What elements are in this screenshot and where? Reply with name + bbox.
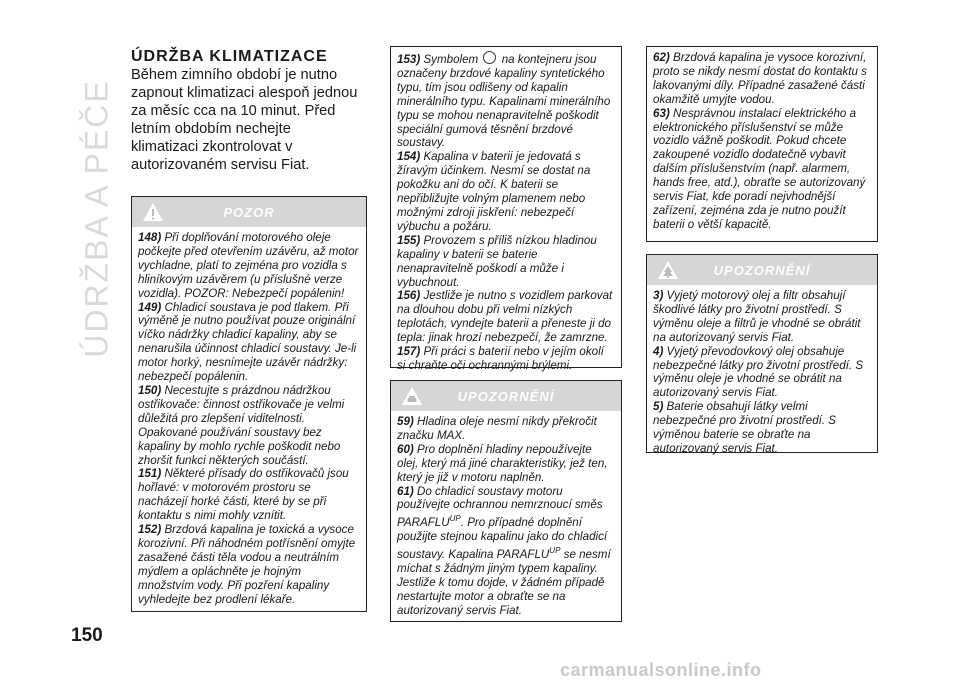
notice-item: 59) Hladina oleje nesmí nikdy překročit značku MAX.	[397, 415, 597, 442]
upozorneni-box-2-header	[647, 255, 877, 285]
middle-continuation-box	[390, 46, 622, 372]
warning-item: 149) Chladicí soustava je pod tlakem. Při výměně je nutno používat pouze originální víčko nádržky chladicí kapaliny, aby se nenarušila účinnost chladicí soustavy. Je-li motor horký, nesnímejte uzávěr nádržky: nebezpečí popálenin.	[138, 300, 357, 384]
warning-item: 155) Provozem s příliš nízkou hladinou kapaliny v baterii se baterie nenapravitelně poškodí a může i vybuchnout.	[397, 233, 597, 289]
upozorneni-box-1	[390, 380, 622, 622]
pozor-box-body	[132, 227, 366, 612]
side-section-title	[62, 40, 132, 460]
upozorneni-box-2-title: UPOZORNĚNÍ	[713, 262, 811, 278]
notice-item: 61) Do chladicí soustavy motoru používejte ochrannou nemrznoucí směs $PARAFLU^{UP}$. Pro případné doplnění použijte stejnou kapalinu jako do chladicí soustavy. Kapalina $PARAFLU^{UP}$ se nesmí míchat s žádným jiným typem kapaliny. Jestliže k tomu dojde, v žádném případě nestartujte motor a obraťte se na autorizovaný servis Fiat.	[397, 484, 611, 617]
warning-item: 62) Brzdová kapalina je vysoce korozivní, proto se nikdy nesmí dostat do kontaktu s lakovanými díly. Případné zasažené části okamžitě umyjte vodou.	[653, 51, 867, 106]
page-number: 150	[71, 625, 103, 646]
watermark: carmanualsonline.info	[560, 660, 762, 680]
warning-item: 151) Některé přísady do ostřikovačů jsou hořlavé: v motorovém prostoru se nacházejí horké části, které by se při kontaktu s nimi mohly vznítit.	[138, 467, 349, 523]
notice-item: 3) Vyjetý motorový olej a filtr obsahují škodlivé látky pro životní prostředí. S výměnu oleje a filtrů je vhodné se obrátit na autorizovaný servis Fiat.	[653, 289, 861, 344]
pozor-box-title: POZOR	[223, 204, 275, 220]
intro-paragraph: Během zimního období je nutno zapnout klimatizaci alespoň jednou za měsíc cca na 10 minut. Před letním obdobím nechejte klimatizaci zkontrolovat v autorizovaném servisu Fiat.	[131, 67, 358, 173]
upozorneni-box-1-title: UPOZORNĚNÍ	[457, 388, 555, 404]
middle-continuation-body	[391, 47, 621, 379]
warning-item: 148) Při doplňování motorového oleje počkejte před otevřením uzávěru, až motor vychladne, platí to zejména pro vozidla s hliníkovým uzávěrem (u příslušné verze vozidla). POZOR: Nebezpečí popálenin!	[138, 231, 359, 300]
upozorneni-box-2	[646, 254, 878, 453]
notice-item: 5) Baterie obsahují látky velmi nebezpečné pro životní prostředí. S výměnou baterie se obraťte na autorizovaný servis Fiat.	[653, 400, 837, 455]
notice-item: 4) Vyjetý převodovkový olej obsahuje nebezpečné látky pro životní prostředí. S výměnu oleje je vhodné se obrátit na autorizovaný servis Fiat.	[653, 344, 864, 400]
pozor-box-header	[132, 197, 366, 227]
tree-icon	[657, 260, 679, 280]
upozorneni-box-2-body	[647, 285, 877, 462]
right-continuation-box	[646, 46, 878, 242]
side-title-text: ÚDRŽBA A PÉČE	[78, 79, 115, 358]
car-warning-icon	[401, 386, 423, 406]
upozorneni-box-1-body	[391, 411, 621, 623]
pozor-box	[131, 196, 367, 612]
brake-fluid-symbol-icon	[483, 51, 496, 64]
right-continuation-body	[647, 47, 877, 238]
section-heading: ÚDRŽBA KLIMATIZACE	[131, 48, 328, 65]
warning-item: 154) Kapalina v baterii je jedovatá s žíravým účinkem. Nesmí se dostat na pokožku ani do očí. K baterii se nepřibližujte volným plamenem nebo možnými zdroji jiskření: nebezpečí výbuchu a požáru.	[397, 150, 591, 233]
warning-item: 156) Jestliže je nutno s vozidlem parkovat na dlouhou dobu při velmi nízkých teplotách, vyndejte baterii a přeneste ji do tepla: jinak hrozí nebezpečí, že zamrzne.	[397, 289, 613, 345]
warning-item: 152) Brzdová kapalina je toxická a vysoce korozivní. Při náhodném potřísnění omyjte zasažené části těla vodou a neutrálním mýdlem a opláchněte je hojným množstvím vody. Při pozření kapaliny vyhledejte bez prodlení lékaře.	[138, 523, 356, 606]
notice-item: 60) Pro doplnění hladiny nepoužívejte olej, který má jiné charakteristiky, jež ten, který je již v motoru naplněn.	[397, 442, 608, 484]
warning-item: 157) Při práci s baterií nebo v jejím okolí si chraňte oči ochrannými brýlemi.	[397, 345, 604, 372]
warning-item: 153) Symbolem na kontejneru jsou označeny brzdové kapaliny syntetického typu, tím jsou odlišeny od kapalin minerálního typu. Kapalinami minerálního typu se mohou nenapravitelně poškodit speciální gumová těsnění brzdové soustavy.	[397, 53, 611, 150]
upozorneni-box-1-header	[391, 381, 621, 411]
warning-item: 63) Nesprávnou instalací elektrického a elektronického příslušenství se může vozidlo vážně poškodit. Pokud chcete zakoupené vozidlo dodatečně vybavit dalším příslušenstvím (např. alarmem, hands free, atd.), obraťte se autorizovaný servis Fiat, kde poradí nejvhodnější zařízení, zejména zda je nutno použít baterii o větší kapacitě.	[653, 106, 866, 231]
warning-triangle-icon	[142, 202, 164, 222]
warning-item: 150) Necestujte s prázdnou nádržkou ostřikovače: činnost ostřikovače je velmi důležitá pro zlepšení viditelnosti. Opakované používání soustavy bez kapaliny by mohlo rychle poškodit nebo zhoršit funkci některých součástí.	[138, 383, 345, 467]
